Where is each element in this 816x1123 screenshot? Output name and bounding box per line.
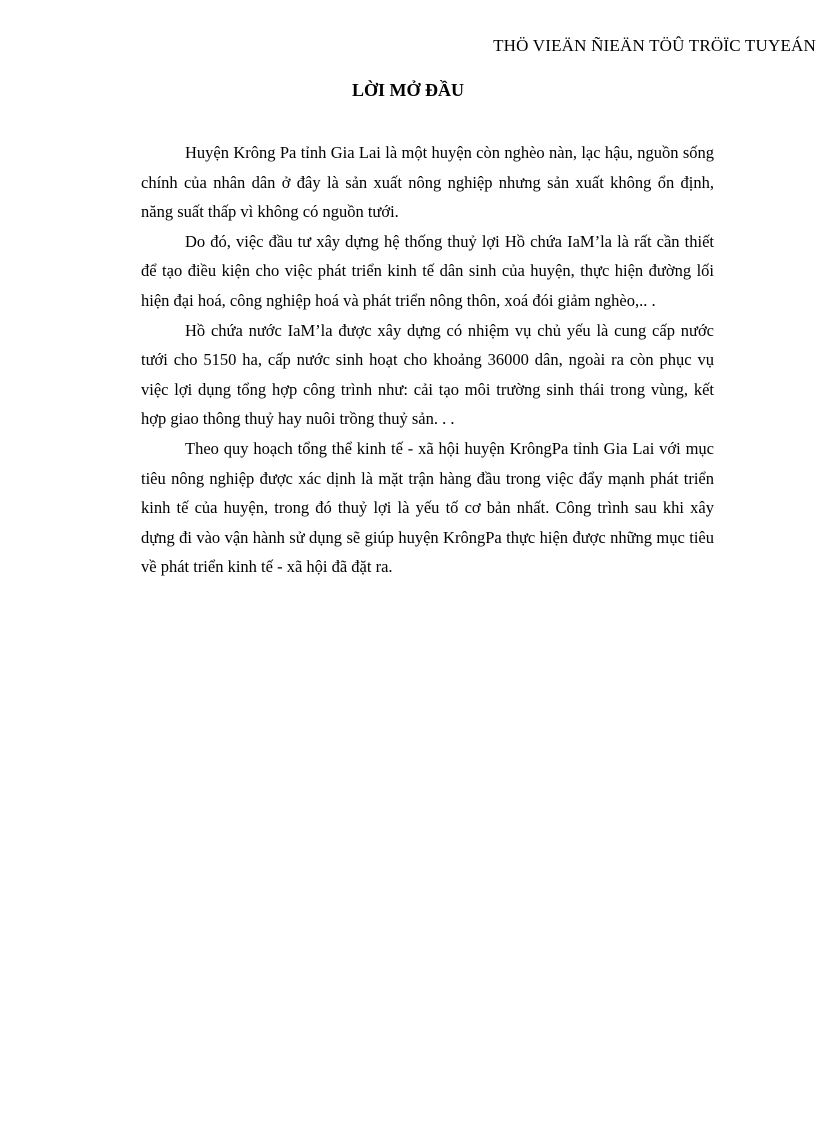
paragraph-3: Hồ chứa nước IaM’la được xây dựng có nhiệm vụ chủ yếu là cung cấp nước tưới cho 5150 ha, cấp nước sinh hoạt cho khoảng 36000 dân, ngoài ra còn phục vụ việc lợi dụng tổng hợp công trình như: cải tạo môi trường sinh thái trong vùng, kết hợp giao thông thuỷ hay nuôi trồng thuỷ sản. . . [141,320,714,429]
page-title: LỜI MỞ ĐẦU [352,80,464,100]
paragraph-2: Do đó, việc đầu tư xây dựng hệ thống thuỷ lợi Hồ chứa IaM’la là rất cần thiết để tạo điều kiện cho việc phát triển kinh tế dân sinh của huyện, thực hiện đường lối hiện đại hoá, công nghiệp hoá và phát triển nông thôn, xoá đói giảm nghèo,.. . [141,231,714,310]
running-header: THÖ VIEÄN ÑIEÄN TÖÛ TRÖÏC TUYEÁN [493,36,816,55]
paragraph-1: Huyện Krông Pa tỉnh Gia Lai là một huyện còn nghèo nàn, lạc hậu, nguồn sống chính của nhân dân ở đây là sản xuất nông nghiệp nhưng sản xuất không ổn định, năng suất thấp vì không có nguồn tưới. [141,143,714,222]
document-body [141,138,714,582]
paragraph-4: Theo quy hoạch tổng thể kinh tế - xã hội huyện KrôngPa tỉnh Gia Lai với mục tiêu nông nghiệp được xác dịnh là mặt trận hàng đầu trong việc đẩy mạnh phát triển kinh tế của huyện, trong đó thuỷ lợi là yếu tố cơ bản nhất. Công trình sau khi xây dựng đi vào vận hành sử dụng sẽ giúp huyện KrôngPa thực hiện được những mục tiêu về phát triển kinh tế - xã hội đã đặt ra. [141,438,714,577]
